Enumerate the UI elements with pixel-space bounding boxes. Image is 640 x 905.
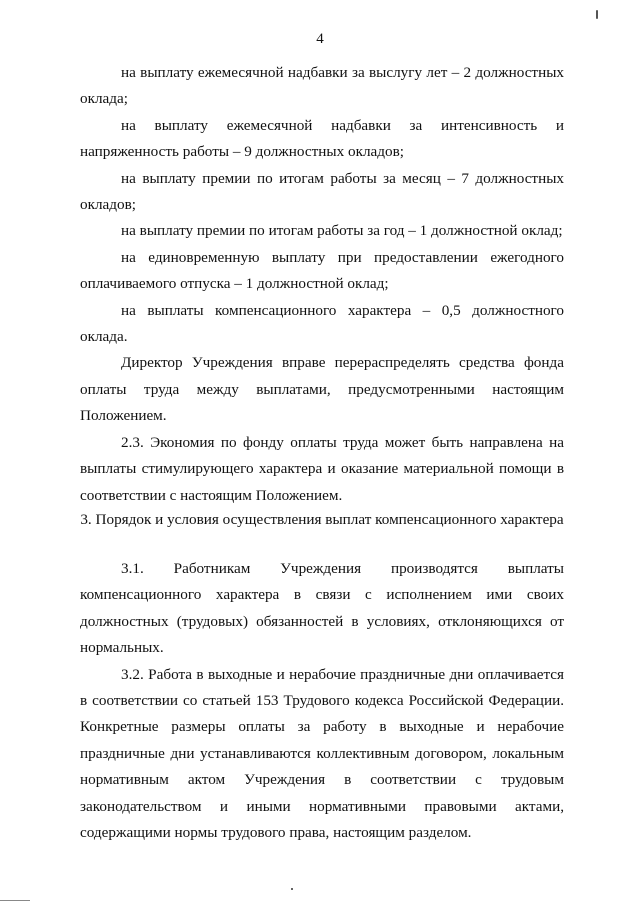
text-block-section-3 bbox=[80, 556, 564, 846]
paragraph-vacation-payment: на единовременную выплату при предоставлении ежегодного оплачиваемого отпуска – 1 должностной оклад; bbox=[80, 248, 564, 293]
scan-mark-top-right bbox=[596, 10, 598, 19]
text-block-section-2 bbox=[80, 60, 564, 509]
scan-edge-bottom-left bbox=[0, 900, 30, 901]
page-number: 4 bbox=[316, 31, 324, 47]
paragraph-3-1: 3.1. Работникам Учреждения производятся выплаты компенсационного характера в связи с исполнением ими своих должностных (трудовых) обязанностей в условиях, отклоняющихся от нормальных. bbox=[80, 560, 564, 657]
paragraph-intensity-allowance: на выплату ежемесячной надбавки за интенсивность и напряженность работы – 9 должностных окладов; bbox=[80, 116, 564, 161]
paragraph-yearly-bonus: на выплату премии по итогам работы за год – 1 должностной оклад; bbox=[121, 222, 563, 240]
paragraph-3-2: 3.2. Работа в выходные и нерабочие праздничные дни оплачивается в соответствии со статьей 153 Трудового кодекса Российской Федерации. Конкретные размеры оплаты за работу в выходные и нерабочие праздничные дни устанавливаются коллективным договором, локальным нормативным актом Учреждения в соответствии с трудовым законодательством и иными нормативными правовыми актами, содержащими нормы трудового права, настоящим разделом. bbox=[80, 665, 564, 842]
paragraph-seniority-allowance: на выплату ежемесячной надбавки за выслугу лет – 2 должностных оклада; bbox=[80, 64, 564, 108]
paragraph-compensation-payments: на выплаты компенсационного характера – 0,5 должностного оклада. bbox=[80, 301, 564, 346]
paragraph-monthly-bonus: на выплату премии по итогам работы за месяц – 7 должностных окладов; bbox=[80, 169, 564, 214]
scan-speck-bottom bbox=[291, 888, 293, 890]
paragraph-director-redistribution: Директор Учреждения вправе перераспределять средства фонда оплаты труда между выплатами, предусмотренными настоящим Положением. bbox=[80, 354, 564, 425]
paragraph-2-3-savings: 2.3. Экономия по фонду оплаты труда может быть направлена на выплаты стимулирующего характера и оказание материальной помощи в соответствии с настоящим Положением. bbox=[80, 433, 564, 504]
section-3-heading: 3. Порядок и условия осуществления выплат компенсационного характера bbox=[80, 511, 564, 528]
